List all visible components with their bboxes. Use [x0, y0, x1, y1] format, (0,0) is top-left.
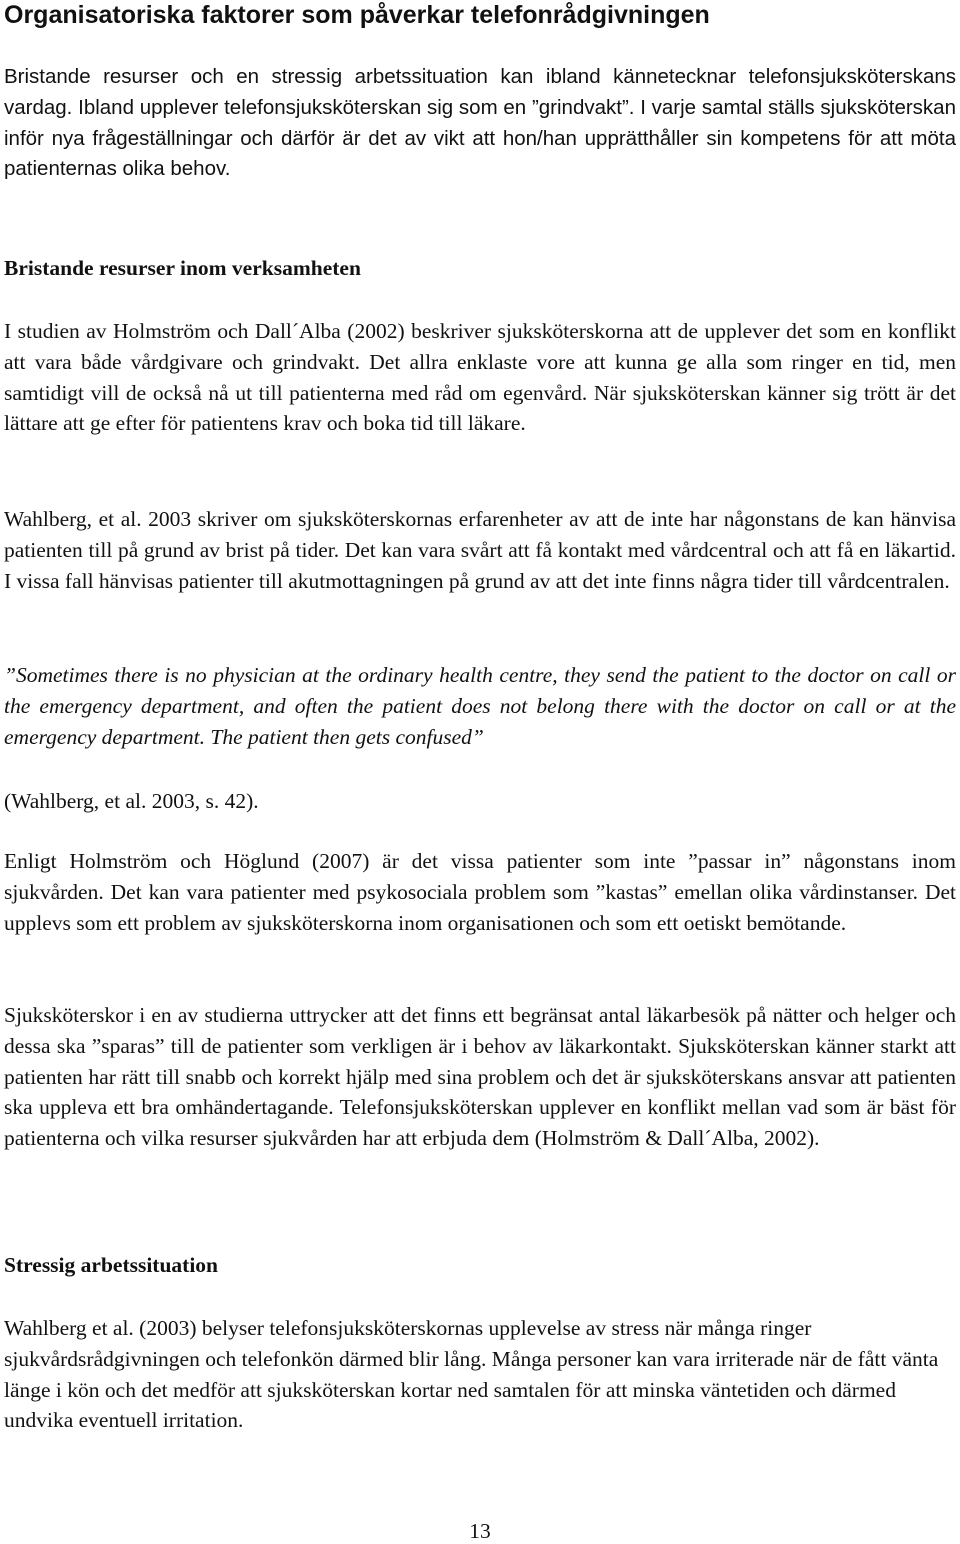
- paragraph-wahlberg: Wahlberg, et al. 2003 skriver om sjuksköterskornas erfarenheter av att de inte har någonstans de kan hänvisa patienten till på grund av brist på tider. Det kan vara svårt att få kontakt med vårdcentral och att få en läkartid. I vissa fall hänvisas patienter till akutmottagningen på grund av att det inte finns några tider till vårdcentralen.: [4, 507, 956, 593]
- page-title: Organisatoriska faktorer som påverkar telefonrådgivningen: [4, 1, 710, 29]
- block-quote: ”Sometimes there is no physician at the ordinary health centre, they send the patient to the doctor on call or the emergency department, and often the patient does not belong there with the doctor on call or at the emergency department. The patient then gets confused”: [4, 663, 956, 749]
- paragraph-stress: Wahlberg et al. (2003) belyser telefonsjuksköterskornas upplevelse av stress när många ringer sjukvårdsrådgivningen och telefonkön därmed blir lång. Många personer kan vara irriterade när de fått vänta länge i kön och det medför att sjuksköterskan kortar ned samtalen för att minska väntetiden och därmed undvika eventuell irritation.: [4, 1316, 939, 1433]
- paragraph-holmstrom-dallalba: I studien av Holmström och Dall´Alba (2002) beskriver sjuksköterskorna att de upplever det som en konflikt att vara både vårdgivare och grindvakt. Det allra enklaste vore att kunna ge alla som ringer en tid, men samtidigt vill de också nå ut till patienterna med råd om egenvård. När sjuksköterskan känner sig trött är det lättare att ge efter för patientens krav och boka tid till läkare.: [4, 319, 956, 436]
- quote-reference: (Wahlberg, et al. 2003, s. 42).: [4, 789, 259, 813]
- paragraph-holmstrom-hoglund: Enligt Holmström och Höglund (2007) är det vissa patienter som inte ”passar in” någonstans inom sjukvården. Det kan vara patienter med psykosociala problem som ”kastas” emellan olika vårdinstanser. Det upplevs som ett problem av sjuksköterskorna inom organisationen och som ett oetiskt bemötande.: [4, 849, 956, 935]
- section-heading-resources: Bristande resurser inom verksamheten: [4, 256, 361, 280]
- paragraph-limited-visits: Sjuksköterskor i en av studierna uttrycker att det finns ett begränsat antal läkarbesök på nätter och helger och dessa ska ”sparas” till de patienter som verkligen är i behov av läkarkontakt. Sjuksköterskan känner starkt att patienten har rätt till snabb och korrekt hjälp med sina problem och det är sjuksköterskans ansvar att patienten ska uppleva ett bra omhändertagande. Telefonsjuksköterskan upplever en konflikt mellan vad som är bäst för patienterna och vilka resurser sjukvården har att erbjuda dem (Holmström & Dall´Alba, 2002).: [4, 1003, 956, 1151]
- intro-paragraph: Bristande resurser och en stressig arbetssituation kan ibland kännetecknar telefonsjuksköterskans vardag. Ibland upplever telefonsjuksköterskan sig som en ”grindvakt”. I varje samtal ställs sjuksköterskan inför nya frågeställningar och därför är det av vikt att hon/han upprätthåller sin kompetens för att möta patienternas olika behov.: [4, 65, 956, 181]
- section-heading-stress: Stressig arbetssituation: [4, 1253, 219, 1277]
- page-number: 13: [469, 1519, 491, 1543]
